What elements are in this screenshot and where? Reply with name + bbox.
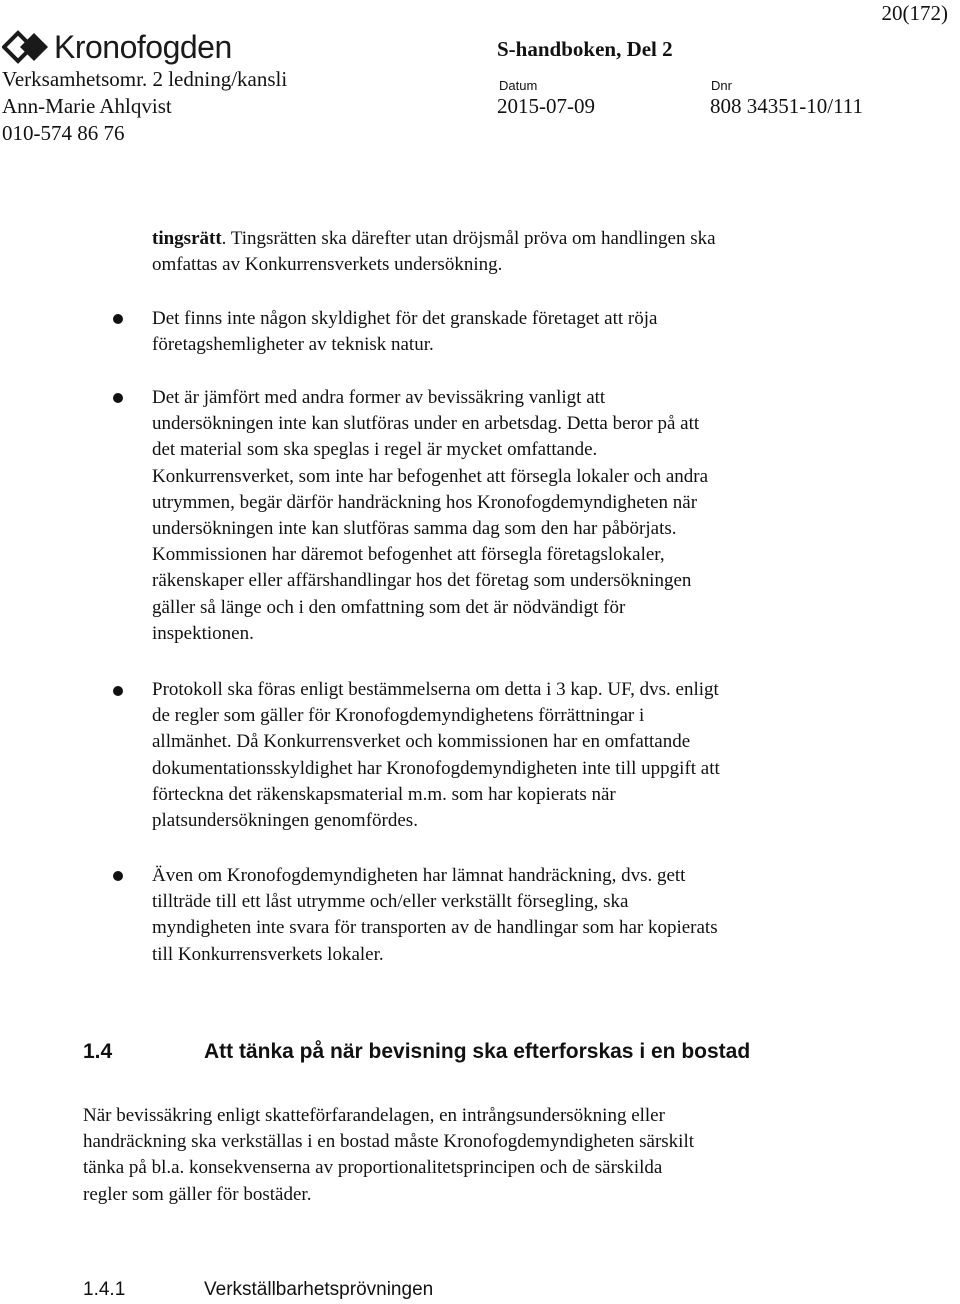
list-item-line: räkenskaper eller affärshandlingar hos det företag som undersökningen [152,570,692,592]
author-name: Ann-Marie Ahlqvist [2,94,172,118]
list-item-line: Det är jämfört med andra former av bevissäkring vanligt att [152,387,606,408]
list-item-line: utrymmen, begär därför handräckning hos Kronofogdemyndigheten när [152,491,698,513]
author-block [2,66,287,147]
list-item-line: förteckna det räkenskapsmaterial m.m. som har kopierats när [152,783,616,805]
list-item-line: inspektionen. [152,622,254,644]
logo-wordmark: Kronofogden [54,29,232,65]
paragraph-line: handräckning ska verkställas i en bostad måste Kronofogdemyndigheten särskilt [83,1131,695,1153]
subsection-title: Verkställbarhetsprövningen [204,1279,434,1300]
list-item-line: Protokoll ska föras enligt bestämmelserna om detta i 3 kap. UF, dvs. enligt [152,679,719,700]
document-title: S-handboken, Del 2 [497,37,673,61]
list-item-line: Det finns inte någon skyldighet för det granskade företaget att röja [152,308,658,329]
list-item-line: Konkurrensverket, som inte har befogenhet att försegla lokaler och andra [152,465,709,487]
list-item-line: det material som ska speglas i regel är mycket omfattande. [152,439,598,461]
bullet-icon [113,686,123,696]
list-item-line: gäller så länge och i den omfattning som det är nödvändigt för [152,596,626,618]
list-item-line: myndigheten inte svara för transporten av de handlingar som har kopierats [152,917,718,939]
page-number: 20(172) [881,1,948,25]
continued-line-2: omfattas av Konkurrensverkets undersökning. [152,254,503,276]
bold-term: tingsrätt [152,228,222,249]
list-item-line: platsundersökningen genomfördes. [152,810,418,832]
date-label: Datum [499,78,538,93]
section-heading [83,1039,750,1065]
bullet-icon [113,314,123,324]
list-item-line: undersökningen inte kan slutföras samma dag som den har påbörjats. [152,518,677,540]
continued-line-1: . Tingsrätten ska därefter utan dröjsmål pröva om handlingen ska [221,228,716,249]
list-item [152,863,718,968]
list-item-line: allmänhet. Då Konkurrensverket och kommissionen har en omfattande [152,731,691,753]
paragraph-line: tänka på bl.a. konsekvenserna av proportionalitetsprincipen och de särskilda [83,1157,663,1179]
subsection-heading [83,1277,433,1303]
list-item [152,385,708,647]
bullet-icon [113,871,123,881]
list-item-line: företagshemligheter av teknisk natur. [152,334,434,356]
section-number: 1.4 [83,1040,113,1063]
paragraph-line: regler som gäller för bostäder. [83,1183,312,1205]
list-item-line: undersökningen inte kan slutföras under en arbetsdag. Detta beror på att [152,413,700,435]
list-item [152,306,657,358]
dnr-value: 808 34351-10/111 [710,94,864,118]
list-item-line: tillträde till ett låst utrymme och/eller verkställt försegling, ska [152,891,629,913]
section-paragraph [83,1103,694,1208]
paragraph-line: När bevissäkring enligt skatteförfarandelagen, en intrångsundersökning eller [83,1105,665,1126]
department: Verksamhetsomr. 2 ledning/kansli [2,67,288,91]
date-value: 2015-07-09 [497,94,595,118]
list-item-line: till Konkurrensverkets lokaler. [152,943,384,965]
continued-paragraph [152,226,716,278]
subsection-number: 1.4.1 [83,1279,126,1300]
list-item [152,677,720,834]
list-item-line: Även om Kronofogdemyndigheten har lämnat handräckning, dvs. gett [152,865,686,886]
author-phone: 010-574 86 76 [2,121,125,145]
bullet-icon [113,393,123,403]
list-item-line: de regler som gäller för Kronofogdemyndighetens förrättningar i [152,705,645,727]
dnr-label: Dnr [711,78,732,93]
kronofogden-logo-icon [2,28,50,66]
kronofogden-logo [2,28,232,66]
list-item-line: Kommissionen har däremot befogenhet att försegla företagslokaler, [152,544,665,566]
section-title: Att tänka på när bevisning ska efterforskas i en bostad [204,1040,751,1063]
list-item-line: dokumentationsskyldighet har Kronofogdemyndigheten inte till uppgift att [152,757,720,779]
